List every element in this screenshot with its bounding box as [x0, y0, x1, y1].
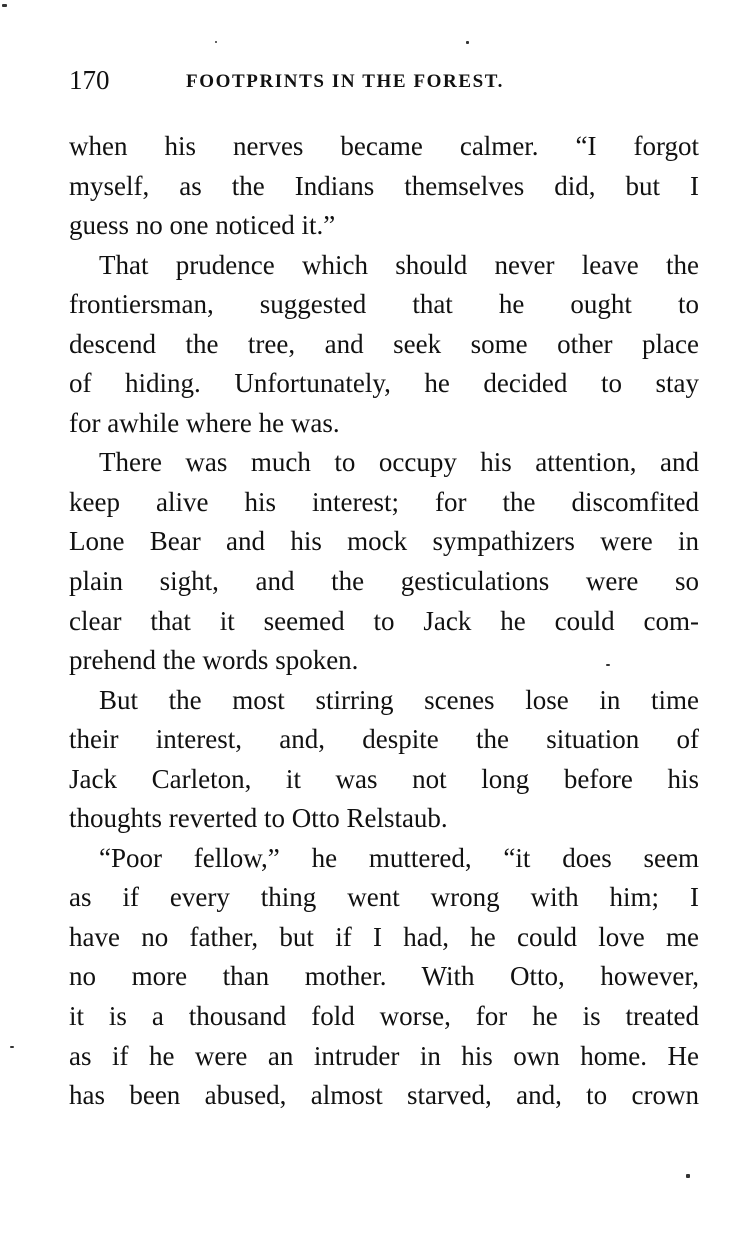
text-line: when his nerves became calmer. “I forgot	[69, 131, 699, 161]
text-line: That prudence which should never leave the	[99, 249, 699, 280]
text-line: frontiersman, suggested that he ought to	[69, 289, 699, 320]
text-line: keep alive his interest; for the discomfited	[69, 486, 699, 517]
text-line: Jack Carleton, it was not long before his	[69, 763, 699, 794]
page-number: 170	[69, 65, 110, 95]
text-line: There was much to occupy his attention, and	[99, 447, 699, 478]
text-line: their interest, and, despite the situation of	[69, 724, 699, 755]
text-line: as if every thing went wrong with him; I	[69, 882, 699, 913]
text-line: it is a thousand fold worse, for he is treated	[69, 1001, 699, 1032]
page-header	[69, 62, 699, 98]
scan-speck	[686, 1174, 690, 1178]
text-line: guess no one noticed it.”	[69, 210, 336, 241]
text-line: have no father, but if I had, he could love me	[69, 921, 699, 952]
text-line: myself, as the Indians themselves did, but I	[69, 170, 699, 201]
text-line: no more than mother. With Otto, however,	[69, 961, 699, 992]
running-head: FOOTPRINTS IN THE FOREST.	[186, 71, 505, 92]
text-line: But the most stirring scenes lose in time	[99, 684, 699, 715]
text-line: as if he were an intruder in his own home. He	[69, 1040, 699, 1071]
scan-speck	[466, 41, 469, 44]
text-line: “Poor fellow,” he muttered, “it does seem	[99, 842, 699, 873]
scan-speck	[2, 4, 7, 7]
text-line: plain sight, and the gesticulations were so	[69, 566, 699, 597]
text-line: clear that it seemed to Jack he could com-	[69, 605, 699, 636]
text-line: has been abused, almost starved, and, to crown	[69, 1080, 699, 1111]
scan-speck	[10, 1046, 14, 1048]
text-line: descend the tree, and seek some other place	[69, 328, 699, 359]
text-line: Lone Bear and his mock sympathizers were in	[69, 526, 699, 557]
text-line: thoughts reverted to Otto Relstaub.	[69, 803, 448, 834]
text-line: for awhile where he was.	[69, 407, 340, 438]
scan-speck	[215, 41, 217, 43]
body-text	[69, 127, 699, 1116]
text-line: prehend the words spoken.	[69, 645, 359, 676]
text-line: of hiding. Unfortunately, he decided to stay	[69, 368, 699, 399]
